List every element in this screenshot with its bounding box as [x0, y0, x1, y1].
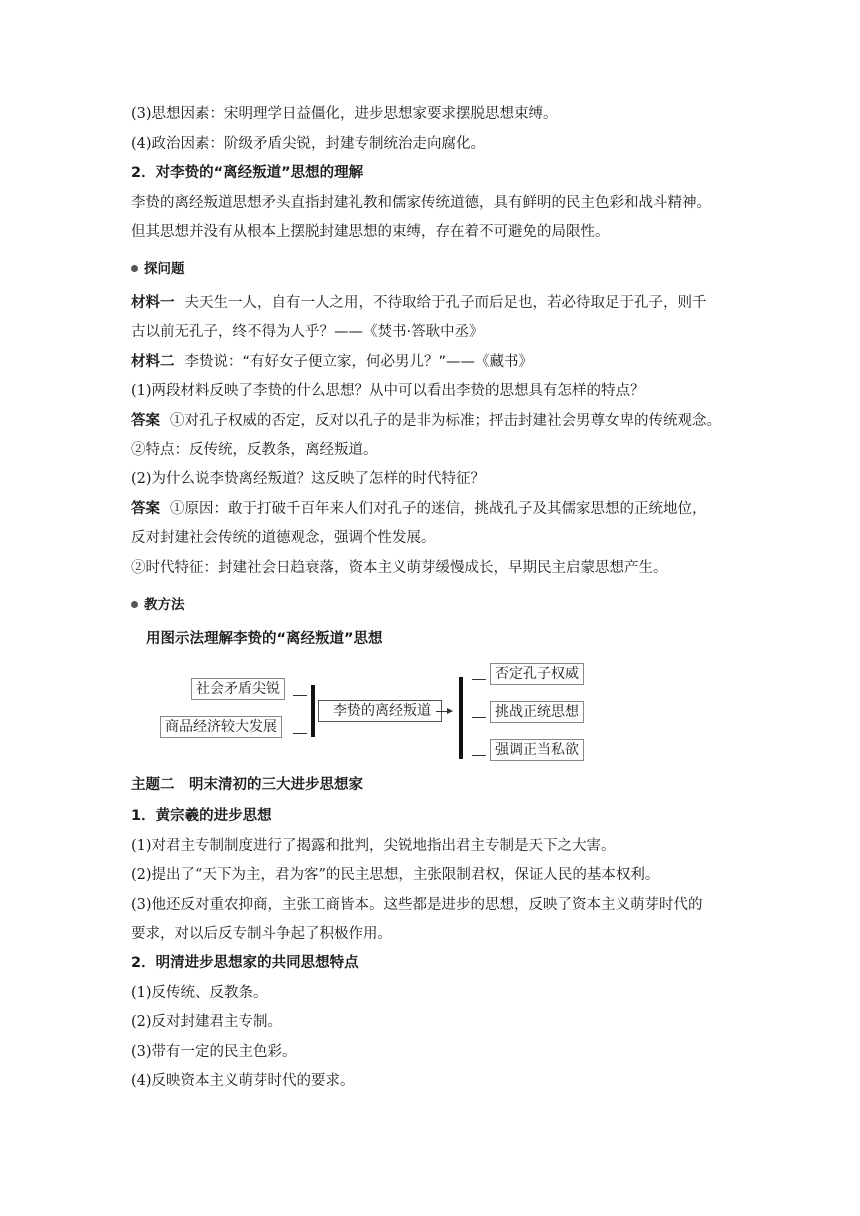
answer-cont: ②时代特征：封建社会日趋衰落，资本主义萌芽缓慢成长，早期民主启蒙思想产生。: [131, 560, 668, 576]
bullet-dot-icon: [131, 601, 138, 608]
paragraph: (1)对君主专制制度进行了揭露和批判，尖锐地指出君主专制是天下之大害。: [131, 838, 616, 854]
method-title: 用图示法理解李贽的“离经叛道”思想: [146, 631, 383, 647]
bullet-dot-icon: [131, 265, 138, 272]
question: (2)为什么说李贽离经叛道？这反映了怎样的时代特征？: [131, 471, 486, 487]
paragraph: (3)他还反对重农抑商，主张工商皆本。这些都是进步的思想，反映了资本主义萌芽时代的: [131, 897, 703, 913]
list-item: (3)带有一定的民主色彩。: [131, 1044, 297, 1060]
section-heading: 教方法: [131, 595, 185, 615]
connector-line: [472, 679, 486, 680]
heading: 1．黄宗羲的进步思想: [131, 808, 272, 824]
material-two: 材料二 李贽说：“有好女子便立家，何必男儿？”——《藏书》: [131, 354, 534, 370]
question: (1)两段材料反映了李贽的什么思想？从中可以看出李贽的思想具有怎样的特点？: [131, 383, 645, 399]
connector-line: [472, 755, 486, 756]
effect-box: 挑战正统思想: [490, 701, 584, 723]
connector-line: [472, 717, 486, 718]
heading: 2．对李贽的“离经叛道”思想的理解: [131, 165, 364, 181]
heading: 2．明清进步思想家的共同思想特点: [131, 955, 359, 971]
section-heading: 探问题: [131, 259, 185, 279]
material-one-cont: 古以前无孔子，终不得为人乎？——《焚书·答耿中丞》: [131, 324, 484, 340]
paragraph: 李贽的离经叛道思想矛头直指封建礼教和儒家传统道德，具有鲜明的民主色彩和战斗精神。: [131, 195, 711, 211]
connector-line: [293, 695, 307, 696]
list-item: (2)反对封建君主专制。: [131, 1014, 283, 1030]
list-item: (1)反传统、反教条。: [131, 985, 268, 1001]
topic-heading: 主题二 明末清初的三大进步思想家: [131, 777, 363, 793]
answer: 答案 ①对孔子权威的否定，反对以孔子的是非为标准；抨击封建社会男尊女卑的传统观念。: [131, 413, 721, 429]
cause-box: 商品经济较大发展: [160, 716, 282, 738]
paragraph: (3)思想因素：宋明理学日益僵化，进步思想家要求摆脱思想束缚。: [131, 106, 558, 122]
effect-box: 否定孔子权威: [490, 663, 584, 685]
bracket-bar: [459, 677, 463, 759]
connector-line: [293, 733, 307, 734]
answer-cont: ②特点：反传统，反教条，离经叛道。: [131, 442, 378, 458]
paragraph: (4)政治因素：阶级矛盾尖锐，封建专制统治走向腐化。: [131, 136, 486, 152]
answer: 答案 ①原因：敢于打破千百年来人们对孔子的迷信，挑战孔子及其儒家思想的正统地位，: [131, 501, 707, 517]
paragraph: 但其思想并没有从根本上摆脱封建思想的束缚，存在着不可避免的局限性。: [131, 224, 610, 240]
cause-box: 社会矛盾尖锐: [191, 678, 285, 700]
bracket-bar: [311, 685, 315, 737]
paragraph: (2)提出了“天下为主，君为客”的民主思想，主张限制君权，保证人民的基本权利。: [131, 867, 660, 883]
arrow-right-icon: [436, 711, 452, 712]
paragraph: 要求，对以后反专制斗争起了积极作用。: [131, 926, 392, 942]
center-box: 李贽的离经叛道: [318, 700, 442, 722]
material-one: 材料一 夫天生一人，自有一人之用，不待取给于孔子而后足也，若必待取足于孔子，则千: [131, 295, 707, 311]
list-item: (4)反映资本主义萌芽时代的要求。: [131, 1073, 355, 1089]
answer-cont: 反对封建社会传统的道德观念，强调个性发展。: [131, 530, 436, 546]
effect-box: 强调正当私欲: [490, 739, 584, 761]
